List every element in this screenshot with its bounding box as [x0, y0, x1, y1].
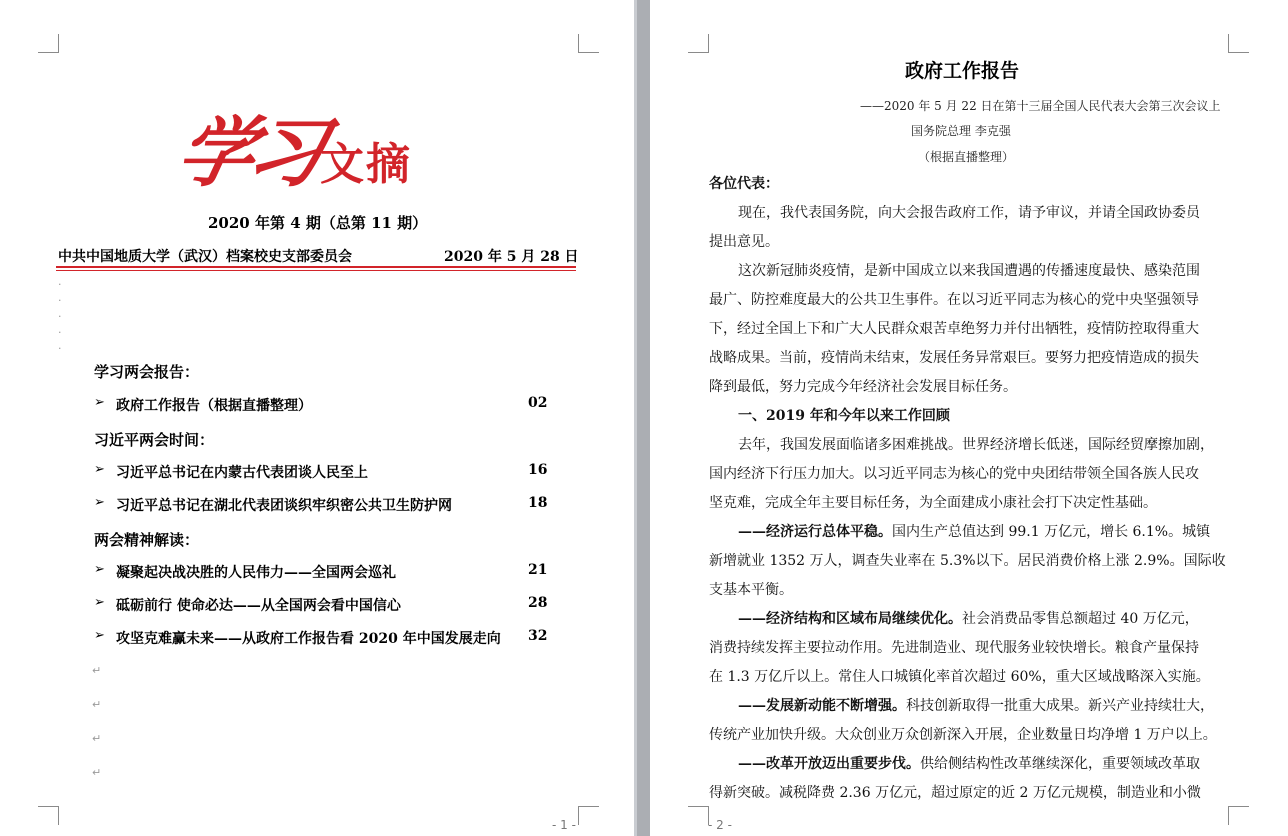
- margin-corner-bottom-right: [578, 806, 599, 825]
- toc-page-number: 02: [528, 395, 548, 411]
- margin-corner-top-left: [38, 34, 59, 53]
- margin-corner-bottom-left: [38, 806, 59, 825]
- body-line[interactable]: 坚克难，完成全年主要目标任务，为全面建成小康社会打下决定性基础。: [709, 495, 1157, 511]
- toc-item[interactable]: 砥砺前行 使命必达——从全国两会看中国信心: [116, 598, 401, 614]
- body-line[interactable]: 最广、防控难度最大的公共卫生事件。在以习近平同志为核心的党中央坚强领导: [709, 292, 1199, 308]
- toc-page-number: 32: [528, 628, 548, 644]
- toc-item[interactable]: 攻坚克难赢未来——从政府工作报告看 2020 年中国发展走向: [116, 631, 501, 647]
- issue-date[interactable]: 2020 年 5 月 28 日: [444, 249, 579, 265]
- empty-paragraph-mark: ·: [58, 310, 62, 323]
- arrow-bullet-icon: ➢: [94, 395, 105, 410]
- body-line[interactable]: 新增就业 1352 万人，调查失业率在 5.3%以下。居民消费价格上涨 2.9%。国际收: [709, 553, 1226, 569]
- point-text: 国内生产总值达到 99.1 万亿元，增长 6.1%。城镇: [892, 524, 1211, 540]
- body-line[interactable]: 战略成果。当前，疫情尚未结束，发展任务异常艰巨。要努力把疫情造成的损失: [709, 350, 1199, 366]
- margin-corner-top-right: [1228, 34, 1249, 53]
- empty-paragraph-mark: ·: [58, 326, 62, 339]
- toc-page-number: 18: [528, 495, 548, 511]
- body-line[interactable]: 在 1.3 万亿斤以上。常住人口城镇化率首次超过 60%，重大区域战略深入实施。: [709, 669, 1210, 685]
- point-heading: ——经济结构和区域布局继续优化。: [738, 611, 962, 627]
- report-title[interactable]: 政府工作报告: [905, 60, 1020, 82]
- body-line[interactable]: 下，经过全国上下和广大人民群众艰苦卓绝努力并付出牺牲，疫情防控取得重大: [709, 321, 1199, 337]
- point-text: 社会消费品零售总额超过 40 万亿元，: [962, 611, 1199, 627]
- document-page-1: [0, 0, 634, 836]
- arrow-bullet-icon: ➢: [94, 595, 105, 610]
- margin-corner-bottom-left: [688, 806, 709, 825]
- org-name[interactable]: 中共中国地质大学（武汉）档案校史支部委员会: [58, 249, 352, 265]
- toc-page-number: 16: [528, 462, 548, 478]
- empty-paragraph-mark: ·: [58, 278, 62, 291]
- point-heading: ——改革开放迈出重要步伐。: [738, 756, 920, 772]
- body-line[interactable]: 现在，我代表国务院，向大会报告政府工作，请予审议，并请全国政协委员: [738, 205, 1200, 221]
- toc-item[interactable]: 习近平总书记在湖北代表团谈织牢织密公共卫生防护网: [116, 498, 452, 514]
- arrow-bullet-icon: ➢: [94, 562, 105, 577]
- body-line[interactable]: 国内经济下行压力加大。以习近平同志为核心的党中央团结带领全国各族人民攻: [709, 466, 1199, 482]
- margin-corner-top-left: [688, 34, 709, 53]
- body-line[interactable]: [738, 609, 1199, 629]
- report-note[interactable]: （根据直播整理）: [918, 150, 1015, 164]
- body-line[interactable]: 提出意见。: [709, 234, 779, 250]
- red-divider-thick: [56, 266, 576, 268]
- body-line[interactable]: 这次新冠肺炎疫情，是新中国成立以来我国遭遇的传播速度最快、感染范围: [738, 263, 1200, 279]
- masthead-xuexi: 学习: [169, 108, 329, 197]
- paragraph-mark-icon: ↵: [92, 698, 102, 711]
- margin-corner-top-right: [578, 34, 599, 53]
- masthead-logo: [169, 92, 430, 197]
- body-line[interactable]: 去年，我国发展面临诸多困难挑战。世界经济增长低迷，国际经贸摩擦加剧，: [738, 437, 1214, 453]
- page-number: - 2 -: [708, 818, 732, 832]
- page-number: - 1 -: [552, 818, 576, 832]
- report-subtitle[interactable]: ——2020 年 5 月 22 日在第十三届全国人民代表大会第三次会议上: [860, 99, 1221, 113]
- page-gutter: [634, 0, 650, 836]
- body-line[interactable]: 传统产业加快升级。大众创业万众创新深入开展，企业数量日均净增 1 万户以上。: [709, 727, 1217, 743]
- arrow-bullet-icon: ➢: [94, 462, 105, 477]
- paragraph-mark-icon: ↵: [92, 732, 102, 745]
- arrow-bullet-icon: ➢: [94, 495, 105, 510]
- body-line[interactable]: 消费持续发挥主要拉动作用。先进制造业、现代服务业较快增长。粮食产量保持: [709, 640, 1199, 656]
- toc-page-number: 21: [528, 562, 548, 578]
- point-heading: ——经济运行总体平稳。: [738, 524, 892, 540]
- toc-page-number: 28: [528, 595, 548, 611]
- point-heading: ——发展新动能不断增强。: [738, 698, 906, 714]
- body-line[interactable]: [738, 522, 1210, 542]
- body-line[interactable]: 降到最低，努力完成今年经济社会发展目标任务。: [709, 379, 1017, 395]
- toc-heading[interactable]: 学习两会报告：: [94, 363, 200, 381]
- red-divider-thin: [56, 270, 576, 271]
- margin-corner-bottom-right: [1228, 806, 1249, 825]
- body-line[interactable]: [738, 696, 1214, 716]
- paragraph-mark-icon: ↵: [92, 664, 102, 677]
- issue-line[interactable]: 2020 年第 4 期（总第 11 期）: [208, 214, 428, 232]
- toc-item[interactable]: 政府工作报告（根据直播整理）: [116, 398, 312, 414]
- point-text: 供给侧结构性改革继续深化，重要领域改革取: [920, 756, 1200, 772]
- paragraph-mark-icon: ↵: [92, 766, 102, 779]
- document-page-2: [650, 0, 1288, 836]
- empty-paragraph-mark: ·: [58, 342, 62, 355]
- section-heading[interactable]: 一、2019 年和今年以来工作回顾: [738, 408, 950, 424]
- masthead-wenzhai: 文摘: [320, 139, 412, 190]
- toc-heading[interactable]: 习近平两会时间：: [94, 431, 215, 449]
- greeting[interactable]: 各位代表：: [709, 176, 779, 192]
- report-author[interactable]: 国务院总理 李克强: [911, 124, 1011, 138]
- body-line[interactable]: 得新突破。减税降费 2.36 万亿元，超过原定的近 2 万亿元规模，制造业和小微: [709, 785, 1201, 801]
- arrow-bullet-icon: ➢: [94, 628, 105, 643]
- toc-heading[interactable]: 两会精神解读：: [94, 531, 200, 549]
- toc-item[interactable]: 习近平总书记在内蒙古代表团谈人民至上: [116, 465, 368, 481]
- body-line[interactable]: [738, 754, 1200, 774]
- point-text: 科技创新取得一批重大成果。新兴产业持续壮大，: [906, 698, 1214, 714]
- toc-item[interactable]: 凝聚起决战决胜的人民伟力——全国两会巡礼: [116, 565, 396, 581]
- empty-paragraph-mark: ·: [58, 294, 62, 307]
- body-line[interactable]: 支基本平衡。: [709, 582, 793, 598]
